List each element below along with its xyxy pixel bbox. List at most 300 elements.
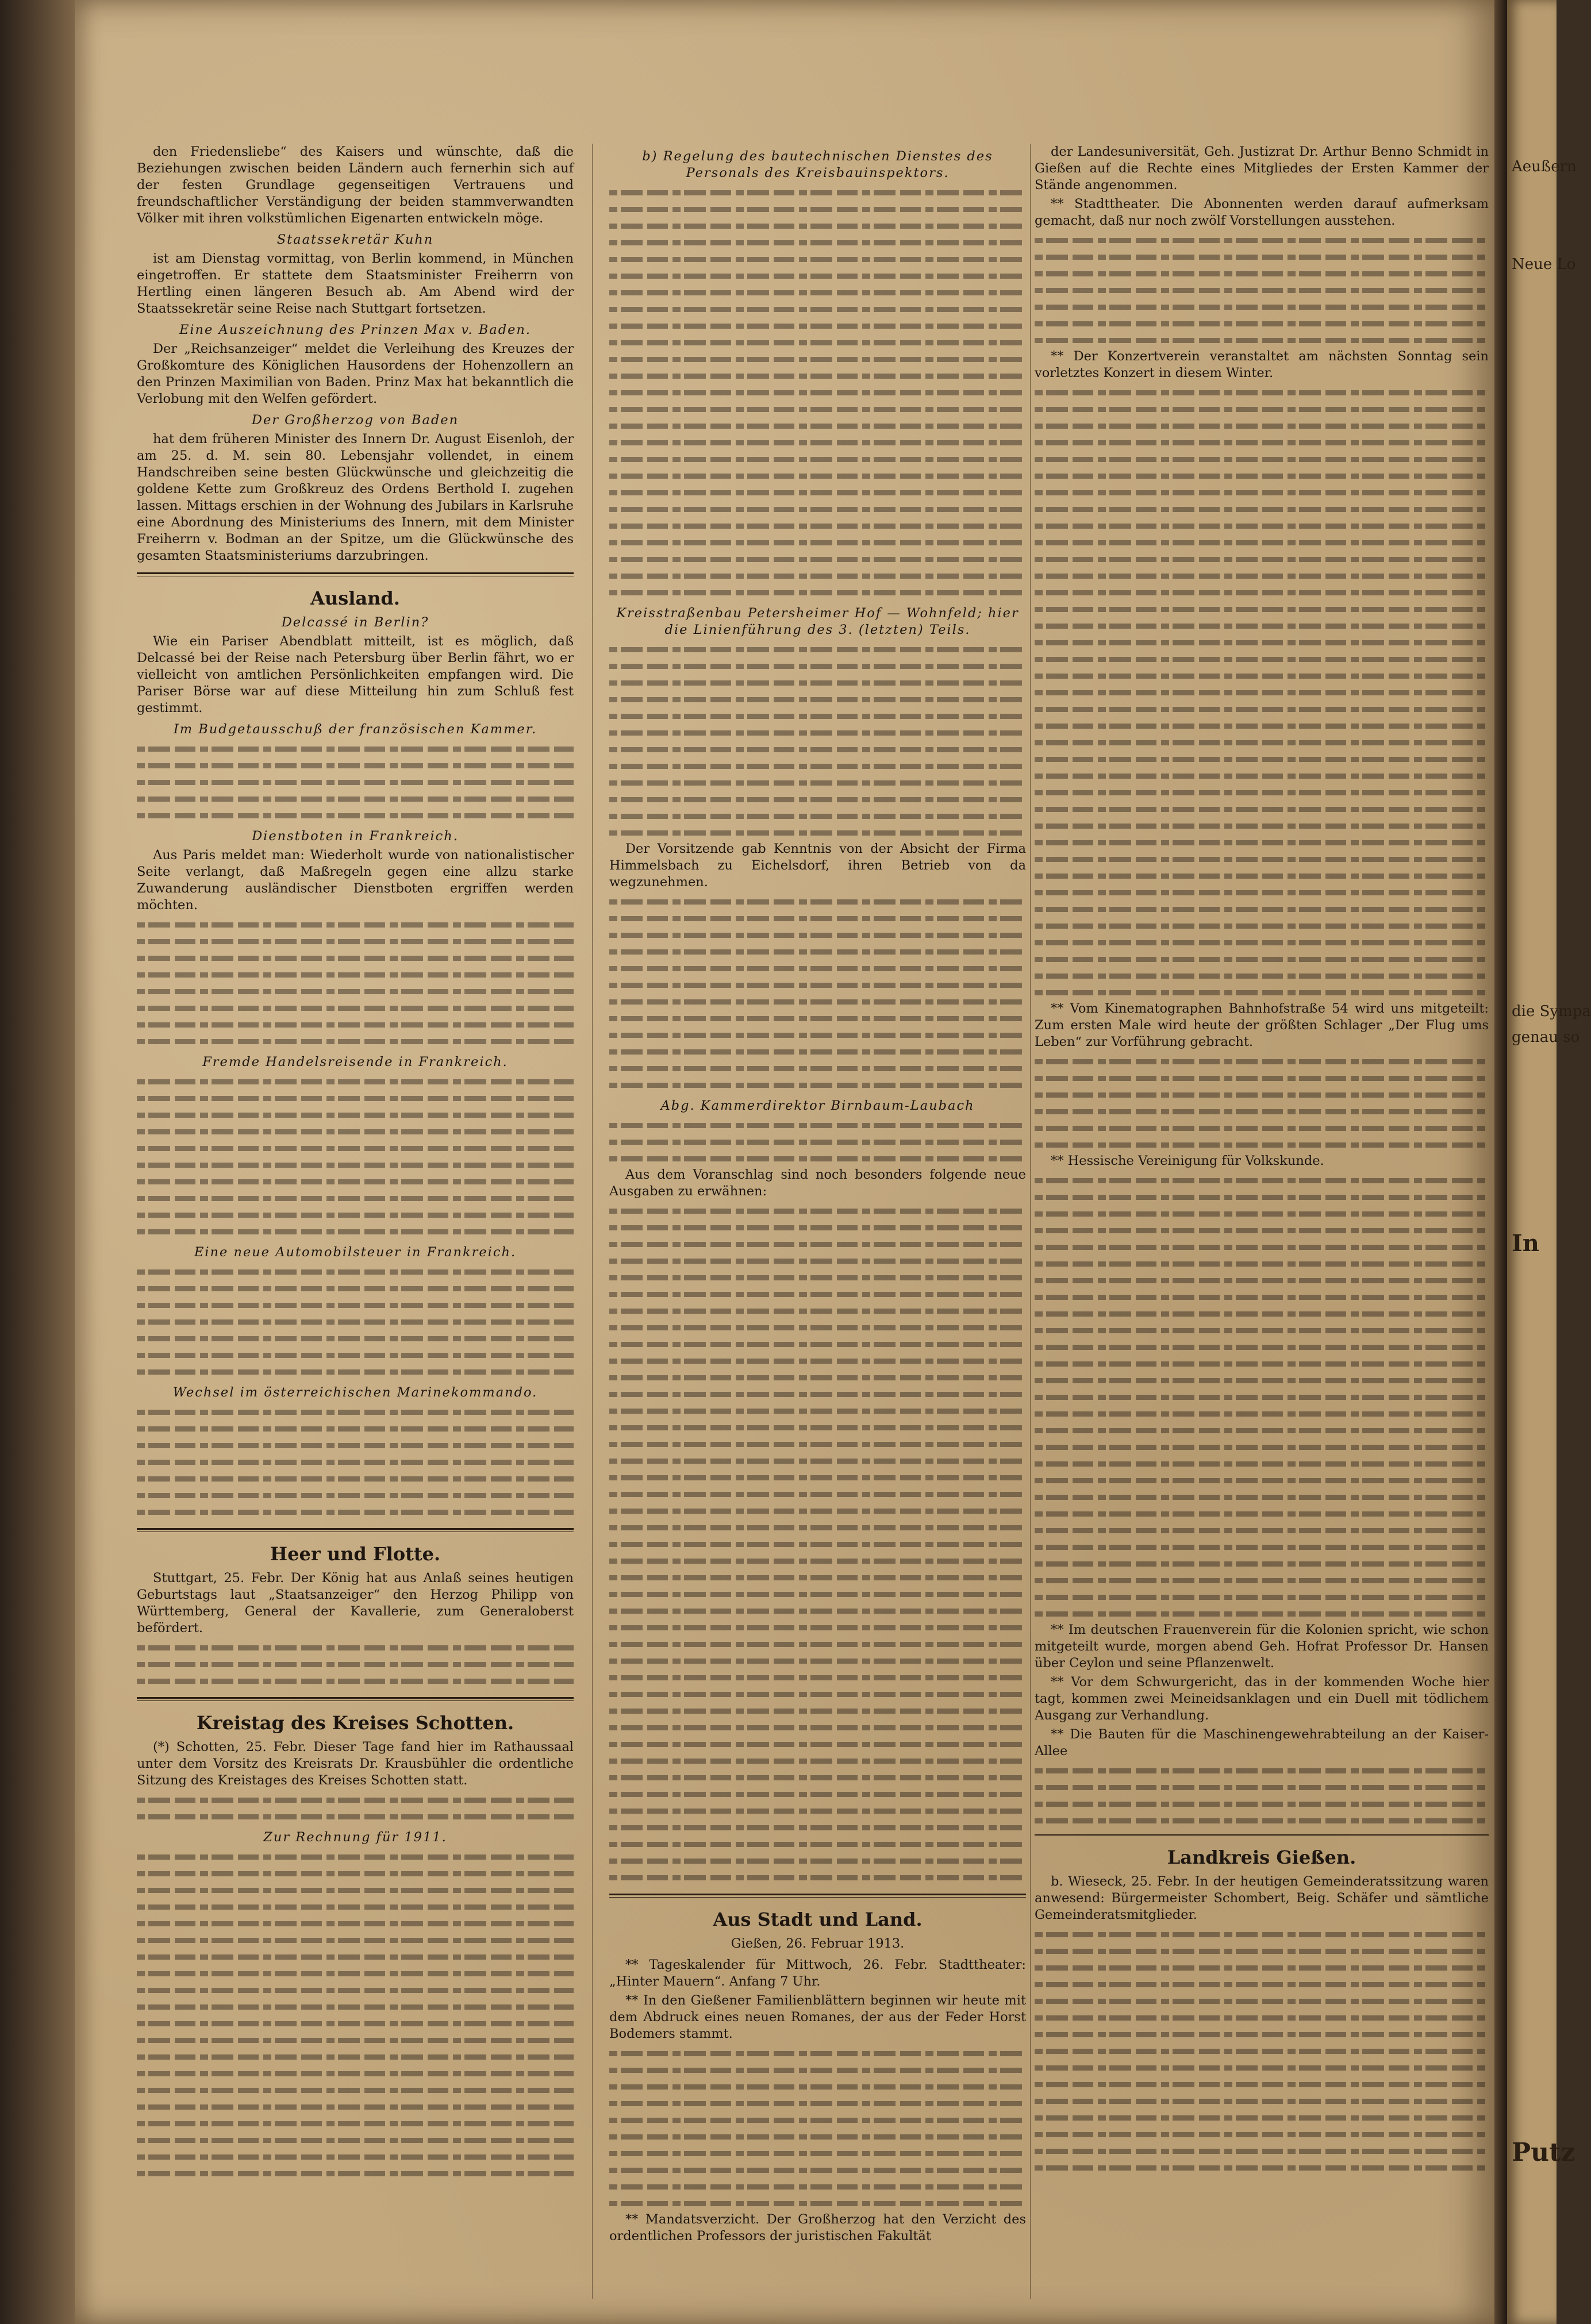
- illegible-text-line: [137, 1487, 574, 1503]
- illegible-text-line: [137, 2048, 574, 2065]
- illegible-text-line: [137, 1190, 574, 1206]
- illegible-text-line: [1035, 467, 1489, 484]
- illegible-text-line: [1035, 501, 1489, 517]
- illegible-text-line: [609, 1502, 1026, 1519]
- illegible-text-line: [137, 774, 574, 790]
- illegible-text-line: [609, 1586, 1026, 1602]
- illegible-text-line: [1035, 584, 1489, 601]
- illegible-text-line: [609, 1802, 1026, 1819]
- illegible-text-line: [1035, 751, 1489, 767]
- illegible-text-line: [1035, 232, 1489, 248]
- illegible-text-line: [1035, 2059, 1489, 2076]
- illegible-text-line: [609, 517, 1026, 534]
- article-text: ** Tageskalender für Mittwoch, 26. Febr. Stadttheater: „Hinter Mauern“. Anfang 7 Uhr.: [609, 1957, 1026, 1989]
- illegible-text-line: [137, 1915, 574, 1931]
- illegible-text-line: [137, 2148, 574, 2165]
- article-text: ** Stadttheater. Die Abonnenten werden darauf aufmerksam gemacht, daß nur noch zwölf Vorstellungen ausstehen.: [1035, 197, 1489, 228]
- illegible-text-line: [1035, 617, 1489, 634]
- illegible-text-line: [609, 1150, 1026, 1167]
- illegible-text-line: [137, 1156, 574, 1173]
- illegible-text-line: [137, 1898, 574, 1915]
- illegible-text-line: [609, 1552, 1026, 1569]
- illegible-text-line: [609, 1636, 1026, 1652]
- illegible-text-line: [609, 1060, 1026, 1076]
- illegible-text-line: [137, 1931, 574, 1948]
- illegible-text-line: [1035, 684, 1489, 701]
- article-text: ** Die Bauten für die Maschinengewehrabteilung an der Kaiser-Allee: [1035, 1727, 1489, 1759]
- article-text: Wie ein Pariser Abendblatt mitteilt, ist es möglich, daß Delcassé bei der Reise nach Petersburg über Berlin fährt, wo er vielleicht von amtlichen Persönlichkeiten empfangen wird. Die Pariser Börse war auf diese Mitteilung hin zum Schluß fest gestimmt.: [137, 634, 574, 715]
- article-text: ** In den Gießener Familienblättern beginnen wir heute mit dem Abdruck eines neuen Romanes, der aus der Feder Horst Bodemers stammt.: [609, 1993, 1026, 2041]
- illegible-text-line: [137, 1033, 574, 1049]
- illegible-text-line: [1035, 248, 1489, 265]
- illegible-text-line: [609, 1819, 1026, 1836]
- illegible-text-line: [609, 1702, 1026, 1719]
- section-subheading: Staatssekretär Kuhn: [276, 232, 434, 247]
- illegible-text-line: [1035, 1119, 1489, 1136]
- illegible-text-line: [1035, 1372, 1489, 1388]
- illegible-text-line: [609, 1469, 1026, 1486]
- article-text: ** Der Konzertverein veranstaltet am nächsten Sonntag sein vorletztes Konzert in diesem Winter.: [1035, 349, 1489, 380]
- illegible-text-line: [609, 910, 1026, 926]
- illegible-text-line: [609, 1869, 1026, 1886]
- section-subheading: Fremde Handelsreisende in Frankreich.: [202, 1055, 508, 1069]
- illegible-text-line: [609, 707, 1026, 724]
- illegible-text-line: [1035, 551, 1489, 567]
- illegible-text-line: [609, 1302, 1026, 1319]
- illegible-text-line: [609, 1519, 1026, 1536]
- illegible-text-line: [609, 1736, 1026, 1752]
- illegible-text-line: [137, 966, 574, 983]
- illegible-text-line: [137, 1881, 574, 1898]
- illegible-text-line: [1035, 1238, 1489, 1255]
- illegible-text-line: [1035, 265, 1489, 282]
- illegible-text-line: [1035, 1505, 1489, 1522]
- illegible-text-line: [137, 1639, 574, 1656]
- illegible-text-line: [609, 1752, 1026, 1769]
- illegible-text-line: [137, 2165, 574, 2181]
- illegible-text-line: [609, 993, 1026, 1010]
- illegible-text-line: [609, 551, 1026, 567]
- illegible-text-line: [137, 1848, 574, 1865]
- illegible-text-line: [609, 201, 1026, 217]
- column-3: [1035, 144, 1489, 2176]
- illegible-text-line: [1035, 315, 1489, 332]
- illegible-text-line: [609, 1852, 1026, 1869]
- illegible-text-line: [137, 1420, 574, 1437]
- illegible-text-line: [609, 2095, 1026, 2111]
- illegible-text-line: [609, 1252, 1026, 1269]
- illegible-text-line: [1035, 1288, 1489, 1305]
- article-text: der Landesuniversität, Geh. Justizrat Dr. Arthur Benno Schmidt in Gießen auf die Rechte eines Mitgliedes der Ersten Kammer der Stände angenommen.: [1035, 144, 1489, 193]
- illegible-text-line: [609, 807, 1026, 824]
- illegible-text-line: [1035, 867, 1489, 884]
- illegible-text-line: [1035, 1762, 1489, 1779]
- illegible-text-line: [137, 1313, 574, 1330]
- illegible-text-line: [1035, 1272, 1489, 1288]
- article-text: Der Vorsitzende gab Kenntnis von der Absicht der Firma Himmelsbach zu Eichelsdorf, ihren Betrieb von da wegzunehmen.: [609, 841, 1026, 890]
- article-text: den Friedensliebe“ des Kaisers und wünschte, daß die Beziehungen zwischen beiden Ländern auch fernerhin sich auf der festen Grundlage gegenseitigen Vertrauens und freundschaftlicher Verständigung der beiden stammverwandten Völker mit ihren volkstümlichen Eigenarten entwickeln möge.: [137, 144, 574, 226]
- illegible-text-line: [1035, 1086, 1489, 1103]
- illegible-text-line: [137, 1123, 574, 1140]
- illegible-text-line: [609, 893, 1026, 910]
- illegible-text-line: [1035, 1322, 1489, 1338]
- illegible-text-line: [1035, 951, 1489, 967]
- illegible-text-line: [609, 484, 1026, 501]
- illegible-text-line: [1035, 1942, 1489, 1959]
- illegible-text-line: [137, 807, 574, 824]
- adjacent-page-fragment: Putz: [1512, 2138, 1575, 2167]
- illegible-text-line: [1035, 1355, 1489, 1372]
- adjacent-page-edge: [1507, 0, 1591, 2324]
- illegible-text-line: [609, 1419, 1026, 1436]
- illegible-text-line: [1035, 1959, 1489, 1976]
- illegible-text-line: [1035, 1338, 1489, 1355]
- section-subheading: Im Budgetausschuß der französischen Kammer.: [173, 722, 537, 737]
- illegible-text-line: [609, 1619, 1026, 1636]
- illegible-text-line: [137, 1206, 574, 1223]
- illegible-text-line: [1035, 1188, 1489, 1205]
- illegible-text-line: [137, 1346, 574, 1363]
- illegible-text-line: [137, 2031, 574, 2048]
- illegible-text-line: [1035, 2109, 1489, 2126]
- article-text: Stuttgart, 25. Febr. Der König hat aus Anlaß seines heutigen Geburtstags laut „Staatsanzeiger“ den Herzog Philipp von Württemberg, General der Kavallerie, zum Generaloberst befördert.: [137, 1571, 574, 1636]
- illegible-text-line: [609, 1452, 1026, 1469]
- illegible-text-line: [137, 1016, 574, 1033]
- illegible-text-line: [137, 1296, 574, 1313]
- section-subheading: Eine Auszeichnung des Prinzen Max v. Baden.: [179, 322, 532, 337]
- illegible-text-line: [1035, 517, 1489, 534]
- illegible-text-line: [1035, 1405, 1489, 1422]
- illegible-text-line: [137, 1073, 574, 1090]
- section-rule: [1035, 1834, 1489, 1836]
- illegible-text-line: [137, 1672, 574, 1689]
- illegible-text-line: [137, 2131, 574, 2148]
- illegible-text-line: [1035, 901, 1489, 917]
- illegible-text-line: [609, 1010, 1026, 1026]
- illegible-text-line: [609, 367, 1026, 384]
- illegible-text-line: [609, 501, 1026, 517]
- illegible-text-line: [1035, 1588, 1489, 1605]
- illegible-text-line: [137, 2081, 574, 2098]
- section-subheading: Abg. Kammerdirektor Birnbaum-Laubach: [660, 1098, 975, 1113]
- illegible-text-line: [609, 1769, 1026, 1786]
- article-text: b. Wieseck, 25. Febr. In der heutigen Gemeinderatssitzung waren anwesend: Bürgermeister Schombert, Beig. Schäfer und sämtliche Gemeinderatsmitglieder.: [1035, 1874, 1489, 1922]
- illegible-text-line: [1035, 967, 1489, 984]
- illegible-text-line: [1035, 734, 1489, 751]
- illegible-text-line: [609, 234, 1026, 251]
- section-rule: [137, 1697, 574, 1701]
- illegible-text-line: [609, 1219, 1026, 1236]
- illegible-text-line: [1035, 1779, 1489, 1795]
- column-divider: [592, 144, 593, 2299]
- article-text: ist am Dienstag vormittag, von Berlin kommend, in München eingetroffen. Er stattete dem Staatsminister Freiherrn von Hertling einen längeren Besuch ab. Am Abend wird der Staatssekretär seine Reise nach Stuttgart fortsetzen.: [137, 251, 574, 316]
- adjacent-page-fragment: Aeußern: [1512, 158, 1577, 175]
- illegible-text-line: [1035, 1103, 1489, 1119]
- illegible-text-line: [1035, 1472, 1489, 1488]
- illegible-text-line: [609, 1319, 1026, 1336]
- illegible-text-line: [609, 1286, 1026, 1302]
- section-subheading: Eine neue Automobilsteuer in Frankreich.: [194, 1245, 517, 1260]
- illegible-text-line: [1035, 2042, 1489, 2059]
- illegible-text-line: [137, 1363, 574, 1380]
- section-rule: [137, 572, 574, 576]
- illegible-text-line: [609, 1369, 1026, 1386]
- illegible-text-line: [137, 1140, 574, 1156]
- illegible-text-line: [1035, 451, 1489, 467]
- illegible-text-line: [609, 534, 1026, 551]
- column-2: [609, 144, 1026, 2247]
- illegible-text-line: [609, 926, 1026, 943]
- illegible-text-line: [609, 657, 1026, 674]
- illegible-text-line: [609, 2045, 1026, 2061]
- illegible-text-line: [1035, 1305, 1489, 1322]
- illegible-text-line: [1035, 1605, 1489, 1622]
- illegible-text-line: [1035, 801, 1489, 817]
- illegible-text-line: [1035, 1205, 1489, 1222]
- illegible-text-line: [1035, 1976, 1489, 1992]
- illegible-text-line: [137, 999, 574, 1016]
- illegible-text-line: [1035, 2159, 1489, 2176]
- illegible-text-line: [609, 417, 1026, 434]
- column-1: [137, 144, 574, 2181]
- illegible-text-line: [1035, 651, 1489, 667]
- illegible-text-line: [1035, 1522, 1489, 1538]
- illegible-text-line: [137, 1965, 574, 1981]
- article-text: hat dem früheren Minister des Innern Dr. August Eisenloh, der am 25. d. M. sein 80. Lebensjahr vollendet, in einem Handschreiben seine besten Glückwünsche und gleichzeitig die goldene Kette zum Großkreuz des Ordens Berthold I. zugehen lassen. Mittags erschien in der Wohnung des Jubilars in Karlsruhe eine Abordnung des Ministeriums des Innern, mit dem Minister Freiherrn v. Bodman an der Spitze, um die Glückwünsche des gesamten Staatsministeriums darzubringen.: [137, 432, 574, 563]
- illegible-text-line: [137, 1173, 574, 1190]
- illegible-text-line: [137, 1330, 574, 1346]
- illegible-text-line: [137, 2065, 574, 2081]
- section-heading-heer-und-flotte: Heer und Flotte.: [270, 1543, 441, 1565]
- illegible-text-line: [137, 1403, 574, 1420]
- section-subheading: Wechsel im österreichischen Marinekommando.: [172, 1385, 538, 1400]
- section-heading-landkreis-giessen: Landkreis Gießen.: [1167, 1846, 1356, 1868]
- illegible-text-line: [1035, 1438, 1489, 1455]
- section-subheading: Zur Rechnung für 1911.: [263, 1830, 447, 1845]
- illegible-text-line: [609, 1719, 1026, 1736]
- illegible-text-line: [609, 2161, 1026, 2178]
- illegible-text-line: [137, 1503, 574, 1520]
- illegible-text-line: [609, 401, 1026, 417]
- illegible-text-line: [609, 251, 1026, 267]
- illegible-text-line: [609, 2178, 1026, 2195]
- adjacent-page-fragment: Neue Lo: [1512, 256, 1576, 273]
- illegible-text-line: [609, 1652, 1026, 1669]
- illegible-text-line: [609, 1117, 1026, 1133]
- illegible-text-line: [1035, 567, 1489, 584]
- illegible-text-line: [137, 1656, 574, 1672]
- article-text: ** Im deutschen Frauenverein für die Kolonien spricht, wie schon mitgeteilt wurde, morgen abend Geh. Hofrat Professor Dr. Hansen über Ceylon und seine Pflanzenwelt.: [1035, 1622, 1489, 1671]
- illegible-text-line: [609, 1436, 1026, 1452]
- illegible-text-line: [1035, 1555, 1489, 1572]
- illegible-text-line: [137, 740, 574, 757]
- illegible-text-line: [137, 1437, 574, 1453]
- illegible-text-line: [137, 2015, 574, 2031]
- illegible-text-line: [1035, 784, 1489, 801]
- illegible-text-line: [609, 317, 1026, 334]
- illegible-text-line: [609, 724, 1026, 741]
- illegible-text-line: [137, 933, 574, 949]
- illegible-text-line: [609, 1569, 1026, 1586]
- section-rule: [609, 1894, 1026, 1898]
- illegible-text-line: [137, 916, 574, 933]
- illegible-text-line: [1035, 434, 1489, 451]
- illegible-text-line: [609, 384, 1026, 401]
- illegible-text-line: [609, 217, 1026, 234]
- illegible-text-line: [1035, 834, 1489, 851]
- illegible-text-line: [1035, 667, 1489, 684]
- illegible-text-line: [609, 267, 1026, 284]
- illegible-text-line: [609, 791, 1026, 807]
- illegible-text-line: [609, 976, 1026, 993]
- illegible-text-line: [137, 1106, 574, 1123]
- section-heading-kreistag: Kreistag des Kreises Schotten.: [196, 1712, 514, 1734]
- illegible-text-line: [609, 1786, 1026, 1802]
- illegible-text-line: [609, 1076, 1026, 1093]
- illegible-text-line: [1035, 717, 1489, 734]
- illegible-text-line: [1035, 984, 1489, 1001]
- section-subheading: b) Regelung des bautechnischen Dienstes des Personals des Kreisbauinspektors.: [642, 149, 993, 180]
- illegible-text-line: [609, 691, 1026, 707]
- illegible-text-line: [1035, 1926, 1489, 1942]
- illegible-text-line: [1035, 2142, 1489, 2159]
- section-rule: [137, 1528, 574, 1532]
- illegible-text-line: [609, 1602, 1026, 1619]
- article-text: Aus Paris meldet man: Wiederholt wurde von nationalistischer Seite verlangt, daß Maßregeln gegen eine allzu starke Zuwanderung ausländischer Dienstboten ergriffen werden möchten.: [137, 848, 574, 913]
- illegible-text-line: [609, 2078, 1026, 2095]
- article-text: Aus dem Voranschlag sind noch besonders folgende neue Ausgaben zu erwähnen:: [609, 1167, 1026, 1199]
- illegible-text-line: [1035, 534, 1489, 551]
- illegible-text-line: [1035, 417, 1489, 434]
- illegible-text-line: [609, 1836, 1026, 1852]
- illegible-text-line: [609, 284, 1026, 301]
- illegible-text-line: [609, 1536, 1026, 1552]
- adjacent-page-fragment: genau so: [1512, 1029, 1580, 1046]
- illegible-text-line: [1035, 1422, 1489, 1438]
- illegible-text-line: [137, 1865, 574, 1881]
- illegible-text-line: [609, 1133, 1026, 1150]
- illegible-text-line: [1035, 1388, 1489, 1405]
- adjacent-page-fragment: die Sympa: [1512, 1003, 1591, 1020]
- illegible-text-line: [609, 1352, 1026, 1369]
- illegible-text-line: [609, 1669, 1026, 1686]
- illegible-text-line: [1035, 1795, 1489, 1812]
- illegible-text-line: [1035, 1992, 1489, 2009]
- illegible-text-line: [609, 584, 1026, 601]
- article-text: Der „Reichsanzeiger“ meldet die Verleihung des Kreuzes der Großkomture des Königlichen Hausordens der Hohenzollern an den Prinzen Maximilian von Baden. Prinz Max hat bekanntlich die Verlobung mit den Welfen gefördert.: [137, 341, 574, 406]
- illegible-text-line: [137, 757, 574, 774]
- illegible-text-line: [1035, 2126, 1489, 2142]
- illegible-text-line: [137, 1981, 574, 1998]
- illegible-text-line: [137, 949, 574, 966]
- illegible-text-line: [1035, 298, 1489, 315]
- illegible-text-line: [609, 2145, 1026, 2161]
- illegible-text-line: [609, 824, 1026, 841]
- dateline: Gießen, 26. Februar 1913.: [731, 1936, 905, 1951]
- illegible-text-line: [137, 2098, 574, 2115]
- illegible-text-line: [137, 2115, 574, 2131]
- article-text: (*) Schotten, 25. Febr. Dieser Tage fand hier im Rathaussaal unter dem Vorsitz des Kreisrats Dr. Krausbühler die ordentliche Sitzung des Kreistages des Kreises Schotten statt.: [137, 1740, 574, 1788]
- illegible-text-line: [609, 1486, 1026, 1502]
- illegible-text-line: [137, 1791, 574, 1808]
- illegible-text-line: [609, 757, 1026, 774]
- illegible-text-line: [609, 301, 1026, 317]
- illegible-text-line: [609, 674, 1026, 691]
- section-heading-ausland: Ausland.: [310, 587, 400, 609]
- illegible-text-line: [609, 774, 1026, 791]
- illegible-text-line: [137, 1808, 574, 1825]
- illegible-text-line: [1035, 2092, 1489, 2109]
- illegible-text-line: [1035, 601, 1489, 617]
- illegible-text-line: [609, 334, 1026, 351]
- illegible-text-line: [1035, 884, 1489, 901]
- illegible-text-line: [609, 184, 1026, 201]
- illegible-text-line: [1035, 401, 1489, 417]
- illegible-text-line: [609, 467, 1026, 484]
- illegible-text-line: [609, 2111, 1026, 2128]
- illegible-text-line: [137, 1280, 574, 1296]
- illegible-text-line: [609, 1026, 1026, 1043]
- illegible-text-line: [609, 741, 1026, 757]
- illegible-text-line: [609, 1686, 1026, 1702]
- illegible-text-line: [609, 1236, 1026, 1252]
- section-subheading: Kreisstraßenbau Petersheimer Hof — Wohnfeld; hier die Linienführung des 3. (letzten) Teils.: [616, 606, 1019, 637]
- illegible-text-line: [1035, 1053, 1489, 1069]
- illegible-text-line: [137, 1998, 574, 2015]
- illegible-text-line: [609, 567, 1026, 584]
- illegible-text-line: [1035, 851, 1489, 867]
- section-subheading: Delcassé in Berlin?: [281, 615, 429, 630]
- binding-edge: [0, 0, 75, 2324]
- illegible-text-line: [609, 2061, 1026, 2078]
- article-text: ** Vom Kinematographen Bahnhofstraße 54 wird uns mitgeteilt: Zum ersten Male wird heute der größten Schlager „Der Flug ums Leben“ zur Vorführung gebracht.: [1035, 1001, 1489, 1049]
- illegible-text-line: [137, 1470, 574, 1487]
- illegible-text-line: [137, 1453, 574, 1470]
- illegible-text-line: [1035, 484, 1489, 501]
- section-subheading: Der Großherzog von Baden: [251, 413, 459, 428]
- illegible-text-line: [609, 1386, 1026, 1402]
- illegible-text-line: [1035, 2009, 1489, 2026]
- illegible-text-line: [609, 1269, 1026, 1286]
- illegible-text-line: [609, 2195, 1026, 2211]
- illegible-text-line: [609, 1202, 1026, 1219]
- illegible-text-line: [609, 2128, 1026, 2145]
- illegible-text-line: [1035, 1069, 1489, 1086]
- illegible-text-line: [1035, 634, 1489, 651]
- illegible-text-line: [137, 1948, 574, 1965]
- article-text: ** Vor dem Schwurgericht, das in der kommenden Woche hier tagt, kommen zwei Meineidsanklagen und ein Duell mit tödlichem Ausgang zur Verhandlung.: [1035, 1675, 1489, 1723]
- illegible-text-line: [1035, 2026, 1489, 2042]
- illegible-text-line: [1035, 384, 1489, 401]
- column-divider: [1030, 144, 1031, 2299]
- illegible-text-line: [1035, 282, 1489, 298]
- illegible-text-line: [1035, 817, 1489, 834]
- adjacent-page-fragment: In: [1512, 1230, 1539, 1257]
- illegible-text-line: [137, 983, 574, 999]
- illegible-text-line: [1035, 917, 1489, 934]
- illegible-text-line: [609, 1402, 1026, 1419]
- illegible-text-line: [1035, 2076, 1489, 2092]
- illegible-text-line: [1035, 1136, 1489, 1153]
- section-heading-aus-stadt-und-land: Aus Stadt und Land.: [713, 1909, 923, 1930]
- page-gutter: [1494, 0, 1507, 2324]
- illegible-text-line: [609, 960, 1026, 976]
- illegible-text-line: [137, 1090, 574, 1106]
- illegible-text-line: [1035, 1455, 1489, 1472]
- illegible-text-line: [609, 351, 1026, 367]
- illegible-text-line: [609, 1043, 1026, 1060]
- illegible-text-line: [1035, 1812, 1489, 1829]
